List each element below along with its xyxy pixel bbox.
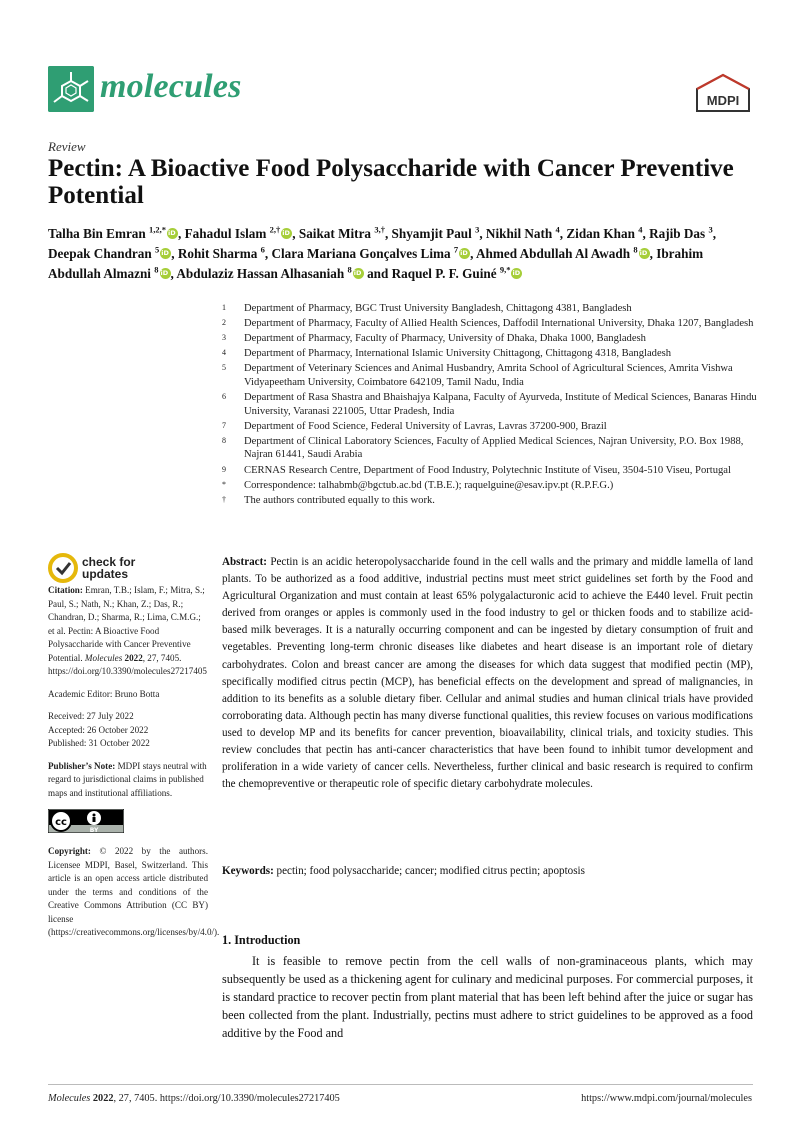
affiliation-text: Department of Pharmacy, Faculty of Pharmacy, University of Dhaka, Dhaka 1000, Bangladesh	[244, 333, 646, 345]
affiliation-item	[222, 302, 762, 316]
author-affiliation-marker: 8	[347, 264, 352, 275]
orcid-icon[interactable]	[167, 228, 178, 239]
affiliation-text: Department of Rasa Shastra and Bhaishajya Kalpana, Faculty of Ayurveda, Institute of Medical Sciences, Banaras Hindu University, Varanasi 221005, Uttar Pradesh, India	[244, 392, 757, 417]
published-date: Published: 31 October 2022	[48, 738, 150, 748]
author-name: Rohit Sharma	[177, 246, 258, 261]
affiliation-number: 2	[222, 318, 226, 328]
citation-block	[48, 584, 208, 679]
author-name: Talha Bin Emran	[48, 226, 146, 241]
orcid-icon[interactable]	[160, 268, 171, 279]
sidebar	[48, 584, 220, 949]
affiliation-number: *	[222, 479, 226, 489]
mdpi-logo-text: MDPI	[706, 93, 740, 108]
abstract-label: Abstract:	[222, 556, 267, 568]
affiliation-text: Department of Pharmacy, Faculty of Allied Health Sciences, Daffodil International University, Dhaka 1207, Bangladesh	[244, 318, 754, 330]
abstract-text: Pectin is an acidic heteropolysaccharide found in the cell walls and the primary and middle lamella of land plants. To be authorized as a food additive, industrial pectins must meet strict guidelines set forth by the Food and Agricultural Organization and must contain at least 65% polygalacturonic acid to achieve the E440 level. Fruit pectin derived from oranges or apples is commonly used in the food industry to gel or thicken foods and to stabilize acid-based milk beverages. It is a naturally occurring component and can be ingested by dietary consumption of fruit and vegetables. Preventing long-term chronic diseases like diabetes and heart disease is an important role of dietary carbohydrates. Colon and breast cancer are among the diseases for which data suggest that modified pectin (MP), specifically modified citrus pectin (MCP), has beneficial effects on the development and spread of malignancies, in addition to its benefits as a soluble dietary fiber. Cellular and animal studies and human clinical trials have provided corroborating data. Although pectin has many diverse functional qualities, this review focuses on various modifications used to develop MP and its benefits for cancer prevention, bioavailability, clinical trials, and toxicity studies. This review concludes that pectin has anti-cancer characteristics that have been found to inhibit tumor development and proliferation in a wide variety of cancer cells. Nevertheless, further clinical and basic research is required to confirm the chemopreventive or therapeutic role of specific dietary carbohydrate molecules.	[222, 556, 753, 791]
article-title: Pectin: A Bioactive Food Polysaccharide with Cancer Preventive Potential	[48, 155, 734, 209]
footer-citation	[48, 1093, 340, 1104]
orcid-icon[interactable]	[639, 248, 650, 259]
author-affiliation-marker: 9,*	[499, 264, 511, 275]
affiliation-item	[222, 435, 762, 462]
author-affiliation-marker: 4	[555, 224, 560, 235]
citation-label: Citation:	[48, 585, 83, 595]
journal-logo-icon	[48, 66, 94, 112]
orcid-icon[interactable]	[160, 248, 171, 259]
affiliation-number: 4	[222, 348, 226, 358]
introduction-paragraph: It is feasible to remove pectin from the cell walls of non-graminaceous plants, which may subsequently be used as a thickening agent for culinary and medicinal purposes. For commercial purposes, it is standard practice to recover pectin from plant material that has been left behind after the juice or sugar has been collected from the plant. Industrially, pectins must adhere to strict guidelines to be approved as a food additive by the Food and	[222, 954, 753, 1041]
section-heading-introduction: 1. Introduction	[222, 933, 301, 947]
affiliation-number: 6	[222, 392, 226, 402]
author-name: Ahmed Abdullah Al Awadh	[476, 246, 631, 261]
affiliation-text: Department of Veterinary Sciences and Animal Husbandry, Amrita School of Agricultural Sciences, Amrita Vishwa Vidyapeetham University, Coimbatore 642109, Tamil Nadu, India	[244, 363, 733, 388]
affiliation-item	[222, 347, 762, 361]
affiliation-number: 3	[222, 333, 226, 343]
affiliation-item	[222, 317, 762, 331]
author-affiliation-marker: 6	[260, 244, 265, 255]
orcid-icon[interactable]	[281, 228, 292, 239]
affiliation-item	[222, 479, 762, 493]
check-for-updates-icon[interactable]	[48, 553, 78, 583]
affiliation-number: †	[222, 494, 226, 504]
author-name: Abdulaziz Hassan Alhasaniah	[176, 266, 345, 281]
affiliation-item	[222, 494, 762, 508]
author-name: Nikhil Nath	[485, 226, 553, 241]
author-name: Saikat Mitra	[298, 226, 372, 241]
author-name: Shyamjit Paul	[391, 226, 472, 241]
footer-year: 2022	[92, 1093, 114, 1104]
publisher-note-label: Publisher’s Note:	[48, 760, 116, 771]
affiliation-text: Department of Food Science, Federal University of Lavras, Lavras 37200-900, Brazil	[244, 420, 607, 432]
copyright-block	[48, 845, 220, 940]
author-name: Ibrahim Abdullah Almazni	[48, 246, 704, 281]
affiliation-item	[222, 391, 762, 418]
copyright-label: Copyright:	[48, 846, 91, 856]
author-affiliation-marker: 3,†	[374, 224, 385, 235]
author-affiliation-marker: 1,2,*	[149, 224, 167, 235]
author-name: Fahadul Islam	[184, 226, 267, 241]
author-affiliation-marker: 8	[154, 264, 159, 275]
abstract	[222, 554, 753, 793]
orcid-icon[interactable]	[353, 268, 364, 279]
author-affiliation-marker: 5	[155, 244, 160, 255]
author-name: Rajib Das	[649, 226, 706, 241]
check-for-updates-link[interactable]	[82, 556, 135, 580]
author-affiliation-marker: 8	[633, 244, 638, 255]
accepted-date: Accepted: 26 October 2022	[48, 724, 149, 735]
affiliation-number: 1	[222, 303, 226, 312]
mdpi-logo-icon	[694, 73, 752, 113]
author-name: Zidan Khan	[566, 226, 635, 241]
check-updates-line1: check for	[82, 555, 136, 569]
author-list: Talha Bin Emran $^{1,2,*}$iD , Fahadul Islam $^{2,\dagger}$iD , Saikat Mitra $^{3,\dagger}$, Shyamjit Paul $^3$, Nikhil Nath $^4$, Zidan Khan $^4$, Rajib Das $^3$, Deepak Chandran $^5$iD , Rohit Sharma $^6$, Clara Mariana Gonçalves Lima $^7$iD , Ahmed Abdullah Al Awadh $^8$iD , Ibrahim Abdullah Almazni $^8$iD , Abdulaziz Hassan Alhasaniah $^8$iD and Raquel P. F. Guiné $^{9,*}$iD	[48, 224, 758, 284]
svg-text:cc: cc	[55, 817, 67, 828]
citation-year: 2022	[124, 652, 143, 663]
author-affiliation-marker: 3	[708, 224, 713, 235]
footer-journal-url[interactable]: https://www.mdpi.com/journal/molecules	[581, 1093, 752, 1104]
received-date: Received: 27 July 2022	[48, 711, 134, 721]
affiliation-text: Department of Pharmacy, International Islamic University Chittagong, Chittagong 4318, Bangladesh	[244, 348, 672, 360]
citation-journal: Molecules	[84, 652, 123, 663]
keywords	[222, 863, 753, 880]
affiliation-item	[222, 362, 762, 389]
copyright-text: © 2022 by the authors. Licensee MDPI, Basel, Switzerland. This article is an open access article distributed under the terms and conditions of the Creative Commons Attribution (CC BY) license (https://creativecommons.org/licenses/by/4.0/).	[48, 846, 220, 937]
affiliation-item	[222, 464, 762, 478]
author-name: Raquel P. F. Guiné	[391, 266, 497, 281]
author-affiliation-marker: 7	[453, 244, 459, 255]
academic-editor: Academic Editor: Bruno Botta	[48, 688, 160, 699]
affiliation-number: 8	[222, 435, 226, 445]
author-name: Clara Mariana Gonçalves Lima	[271, 246, 451, 261]
footer-journal: Molecules	[48, 1093, 91, 1104]
publisher-note	[48, 760, 208, 801]
keywords-label: Keywords:	[222, 865, 274, 877]
affiliations-list	[222, 302, 762, 509]
affiliation-item	[222, 420, 762, 434]
citation-doi[interactable]: , 27, 7405. https://doi.org/10.3390/molecules27217405	[48, 652, 207, 676]
journal-name: molecules	[100, 68, 242, 105]
affiliation-text: CERNAS Research Centre, Department of Food Industry, Polytechnic Institute of Viseu, 3504-510 Viseu, Portugal	[244, 464, 731, 476]
author-name: Deepak Chandran	[48, 246, 152, 261]
svg-text:BY: BY	[89, 827, 99, 833]
affiliation-number: 5	[222, 363, 226, 373]
affiliation-item	[222, 332, 762, 346]
authors-and: and	[367, 266, 389, 281]
author-affiliation-marker: 4	[638, 224, 643, 235]
article-type: Review	[48, 139, 86, 154]
cc-by-license-icon[interactable]	[48, 809, 124, 833]
affiliation-text: The authors contributed equally to this work.	[244, 494, 435, 506]
footer-divider	[48, 1084, 753, 1085]
affiliation-number: 9	[222, 464, 226, 474]
publisher-note-text: MDPI stays neutral with regard to jurisdictional claims in published maps and institutional affiliations.	[48, 760, 207, 798]
orcid-icon[interactable]	[459, 248, 470, 259]
citation-text: Emran, T.B.; Islam, F.; Mitra, S.; Paul, S.; Nath, N.; Khan, Z.; Das, R.; Chandran, D.; Sharma, R.; Lima, C.M.G.; et al. Pectin: A Bioactive Food Polysaccharide with Cancer Preventive Potential.	[48, 585, 205, 663]
footer-doi[interactable]: , 27, 7405. https://doi.org/10.3390/molecules27217405	[113, 1093, 340, 1104]
keywords-text: pectin; food polysaccharide; cancer; modified citrus pectin; apoptosis	[276, 865, 585, 877]
affiliation-text: Correspondence: talhabmb@bgctub.ac.bd (T.B.E.); raquelguine@esav.ipv.pt (R.P.F.G.)	[244, 479, 614, 491]
affiliation-text: Department of Clinical Laboratory Sciences, Faculty of Applied Medical Sciences, Najran University, P.O. Box 1988, Najran 61441, Saudi Arabia	[244, 435, 744, 461]
affiliation-text: Department of Pharmacy, BGC Trust University Bangladesh, Chittagong 4381, Bangladesh	[244, 303, 632, 314]
author-affiliation-marker: 2,†	[269, 224, 281, 235]
orcid-icon[interactable]	[511, 268, 522, 279]
affiliation-number: 7	[222, 420, 226, 430]
author-affiliation-marker: 3	[475, 224, 480, 235]
check-updates-line2: updates	[82, 567, 129, 581]
